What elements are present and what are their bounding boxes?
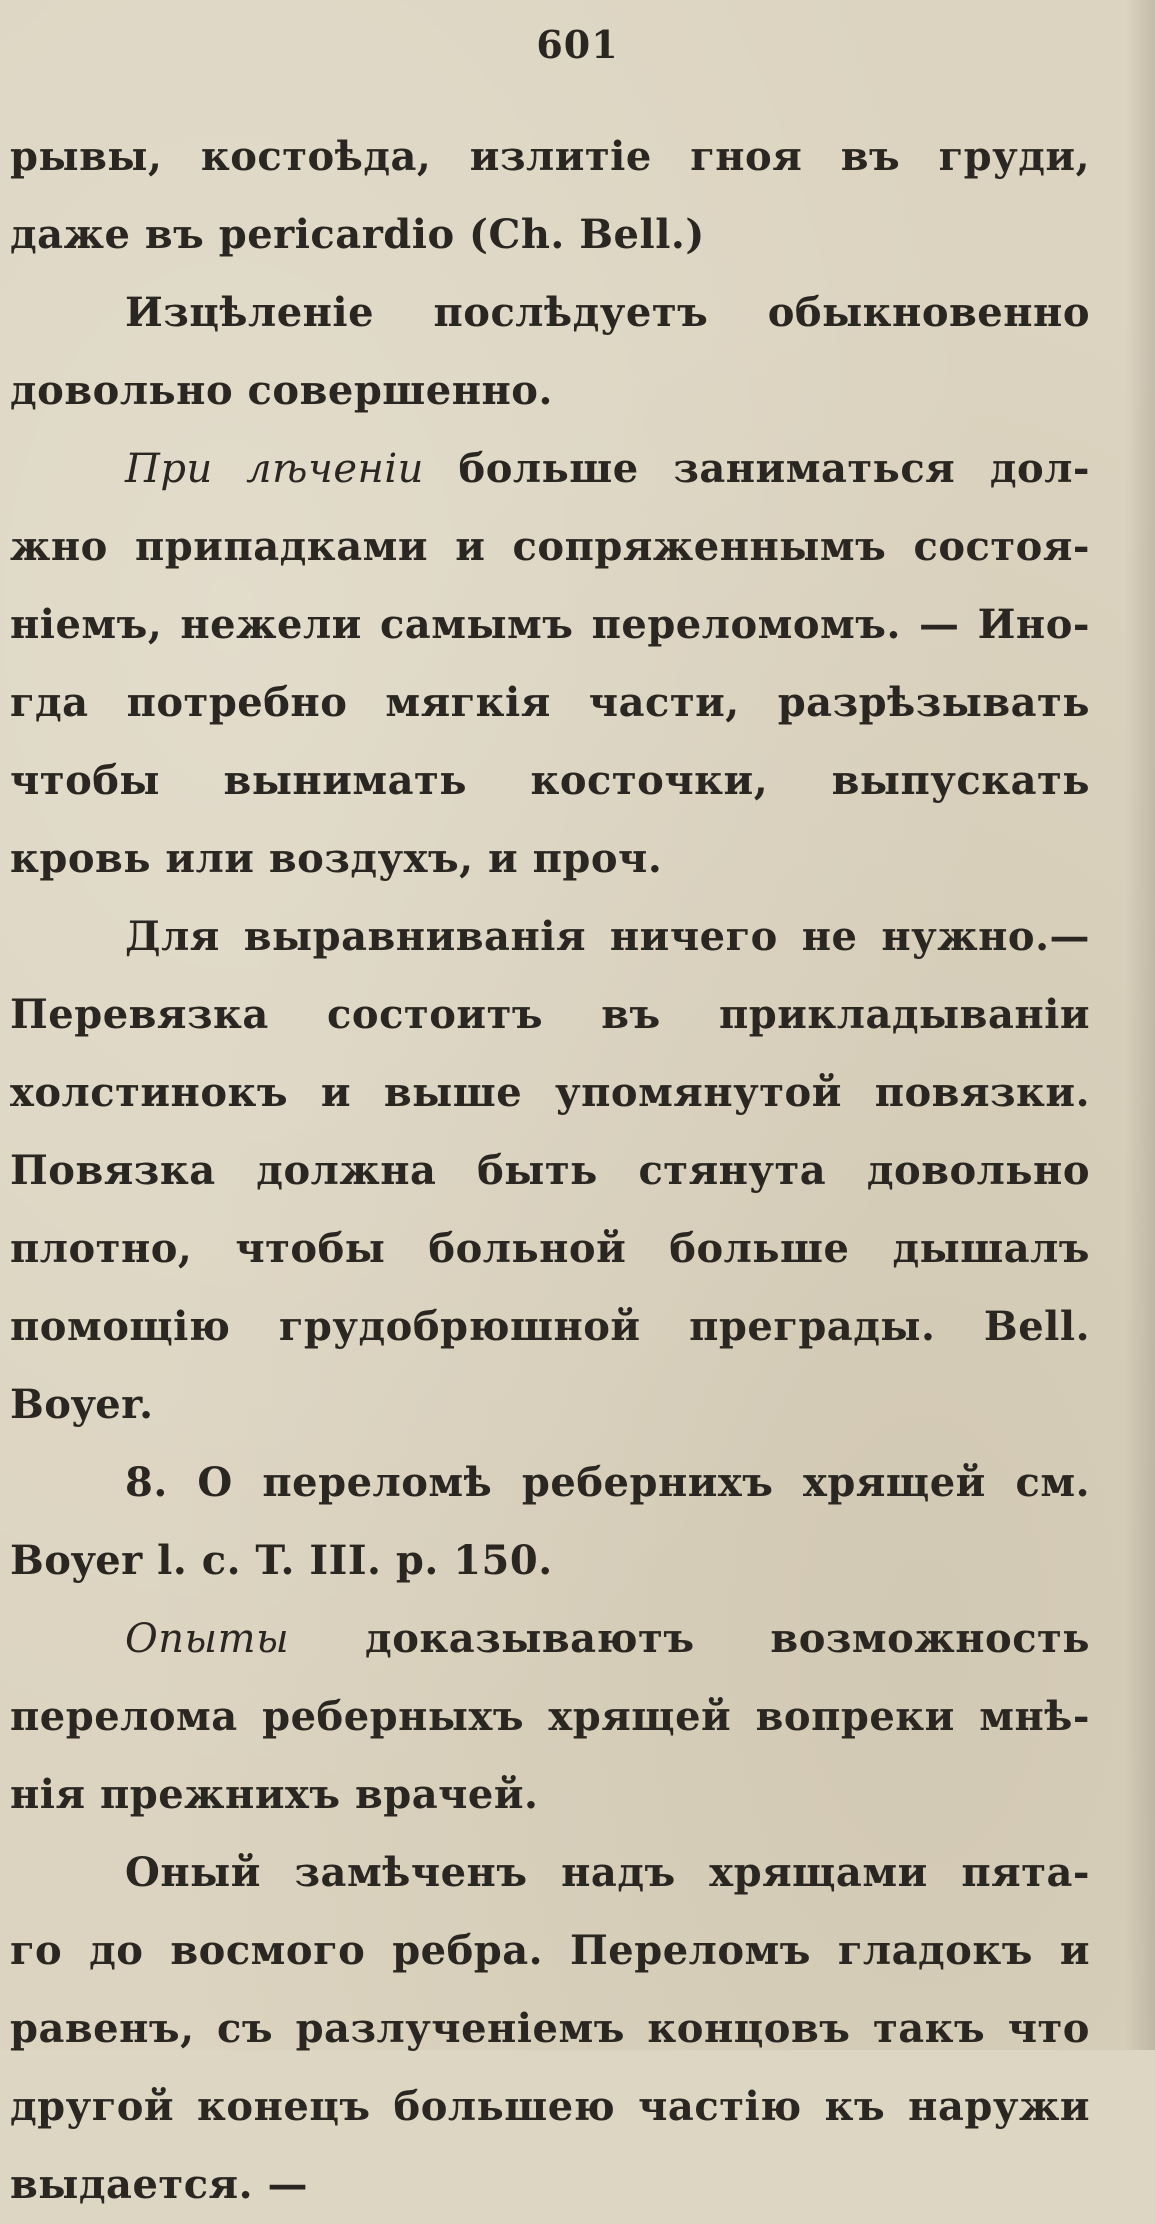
line-text: ніемъ, нежели самымъ переломомъ. — Ино-: [10, 601, 1090, 648]
line-text: гда потребно мягкія части, разрѣзывать: [10, 679, 1090, 726]
line-text: доказываютъ возможность: [289, 1615, 1090, 1662]
text-line: [10, 430, 1090, 508]
line-text: плотно, чтобы больной больше дышалъ: [10, 1225, 1090, 1272]
italic-text: Опыты: [125, 1616, 290, 1662]
text-line: [10, 586, 1090, 664]
text-line: [10, 976, 1090, 1054]
line-text: холстинокъ и выше упомянутой повязки.: [10, 1069, 1090, 1116]
text-line: [10, 1132, 1090, 1210]
line-text: равенъ, съ разлученіемъ концовъ такъ что: [10, 2005, 1090, 2052]
line-text: даже въ pericardio (Ch. Bell.): [10, 211, 705, 258]
line-text: выдается. —: [10, 2161, 308, 2208]
line-text: Boyer.: [10, 1381, 154, 1428]
text-line: [10, 1678, 1090, 1756]
body-text: [10, 118, 1090, 2224]
text-line: [10, 1990, 1090, 2068]
text-line: [10, 196, 1090, 274]
text-line: [10, 898, 1090, 976]
italic-text: При лѣченіи: [125, 446, 424, 492]
text-line: [10, 274, 1090, 352]
page-number: 601: [536, 22, 619, 67]
line-text: Для выравниванія ничего не нужно.—: [125, 913, 1090, 960]
text-line: [10, 1288, 1090, 1366]
line-text: Boyer l. c. T. III. p. 150.: [10, 1537, 553, 1584]
line-text: рывы, костоѣда, излитіе гноя въ груди,: [10, 133, 1090, 180]
line-text: нія прежнихъ врачей.: [10, 1771, 539, 1818]
text-line: [10, 1912, 1090, 1990]
text-line: [10, 1756, 1090, 1834]
line-text: чтобы вынимать косточки, выпускать: [10, 757, 1090, 804]
text-line: [10, 1210, 1090, 1288]
text-line: [10, 1522, 1090, 1600]
line-text: другой конецъ большею частію къ наружи: [10, 2083, 1090, 2130]
line-text: Изцѣленіе послѣдуетъ обыкновенно: [125, 289, 1090, 336]
text-line: [10, 820, 1090, 898]
text-line: [10, 1444, 1090, 1522]
line-text: больше заниматься дол-: [423, 445, 1091, 492]
line-text: го до восмого ребра. Переломъ гладокъ и: [10, 1927, 1090, 1974]
text-line: [10, 118, 1090, 196]
line-text: помощію грудобрюшной преграды. Bell.: [10, 1303, 1090, 1350]
line-text: довольно совершенно.: [10, 367, 553, 414]
line-text: Оный замѣченъ надъ хрящами пята-: [125, 1849, 1090, 1896]
line-text: Повязка должна быть стянута довольно: [10, 1147, 1090, 1194]
text-line: [10, 352, 1090, 430]
text-line: [10, 2068, 1090, 2146]
page-edge-shadow: [1125, 0, 1155, 2050]
text-line: [10, 1600, 1090, 1678]
text-line: [10, 742, 1090, 820]
text-line: [10, 2146, 1090, 2224]
text-line: [10, 1834, 1090, 1912]
text-line: [10, 1054, 1090, 1132]
text-line: [10, 1366, 1090, 1444]
text-line: [10, 508, 1090, 586]
line-text: жно припадками и сопряженнымъ состоя-: [10, 523, 1090, 570]
line-text: Перевязка состоитъ въ прикладываніи: [10, 991, 1090, 1038]
line-text: 8. О переломѣ ребернихъ хрящей см.: [125, 1459, 1090, 1506]
line-text: перелома реберныхъ хрящей вопреки мнѣ-: [10, 1693, 1090, 1740]
line-text: кровь или воздухъ, и проч.: [10, 835, 663, 882]
text-line: [10, 664, 1090, 742]
